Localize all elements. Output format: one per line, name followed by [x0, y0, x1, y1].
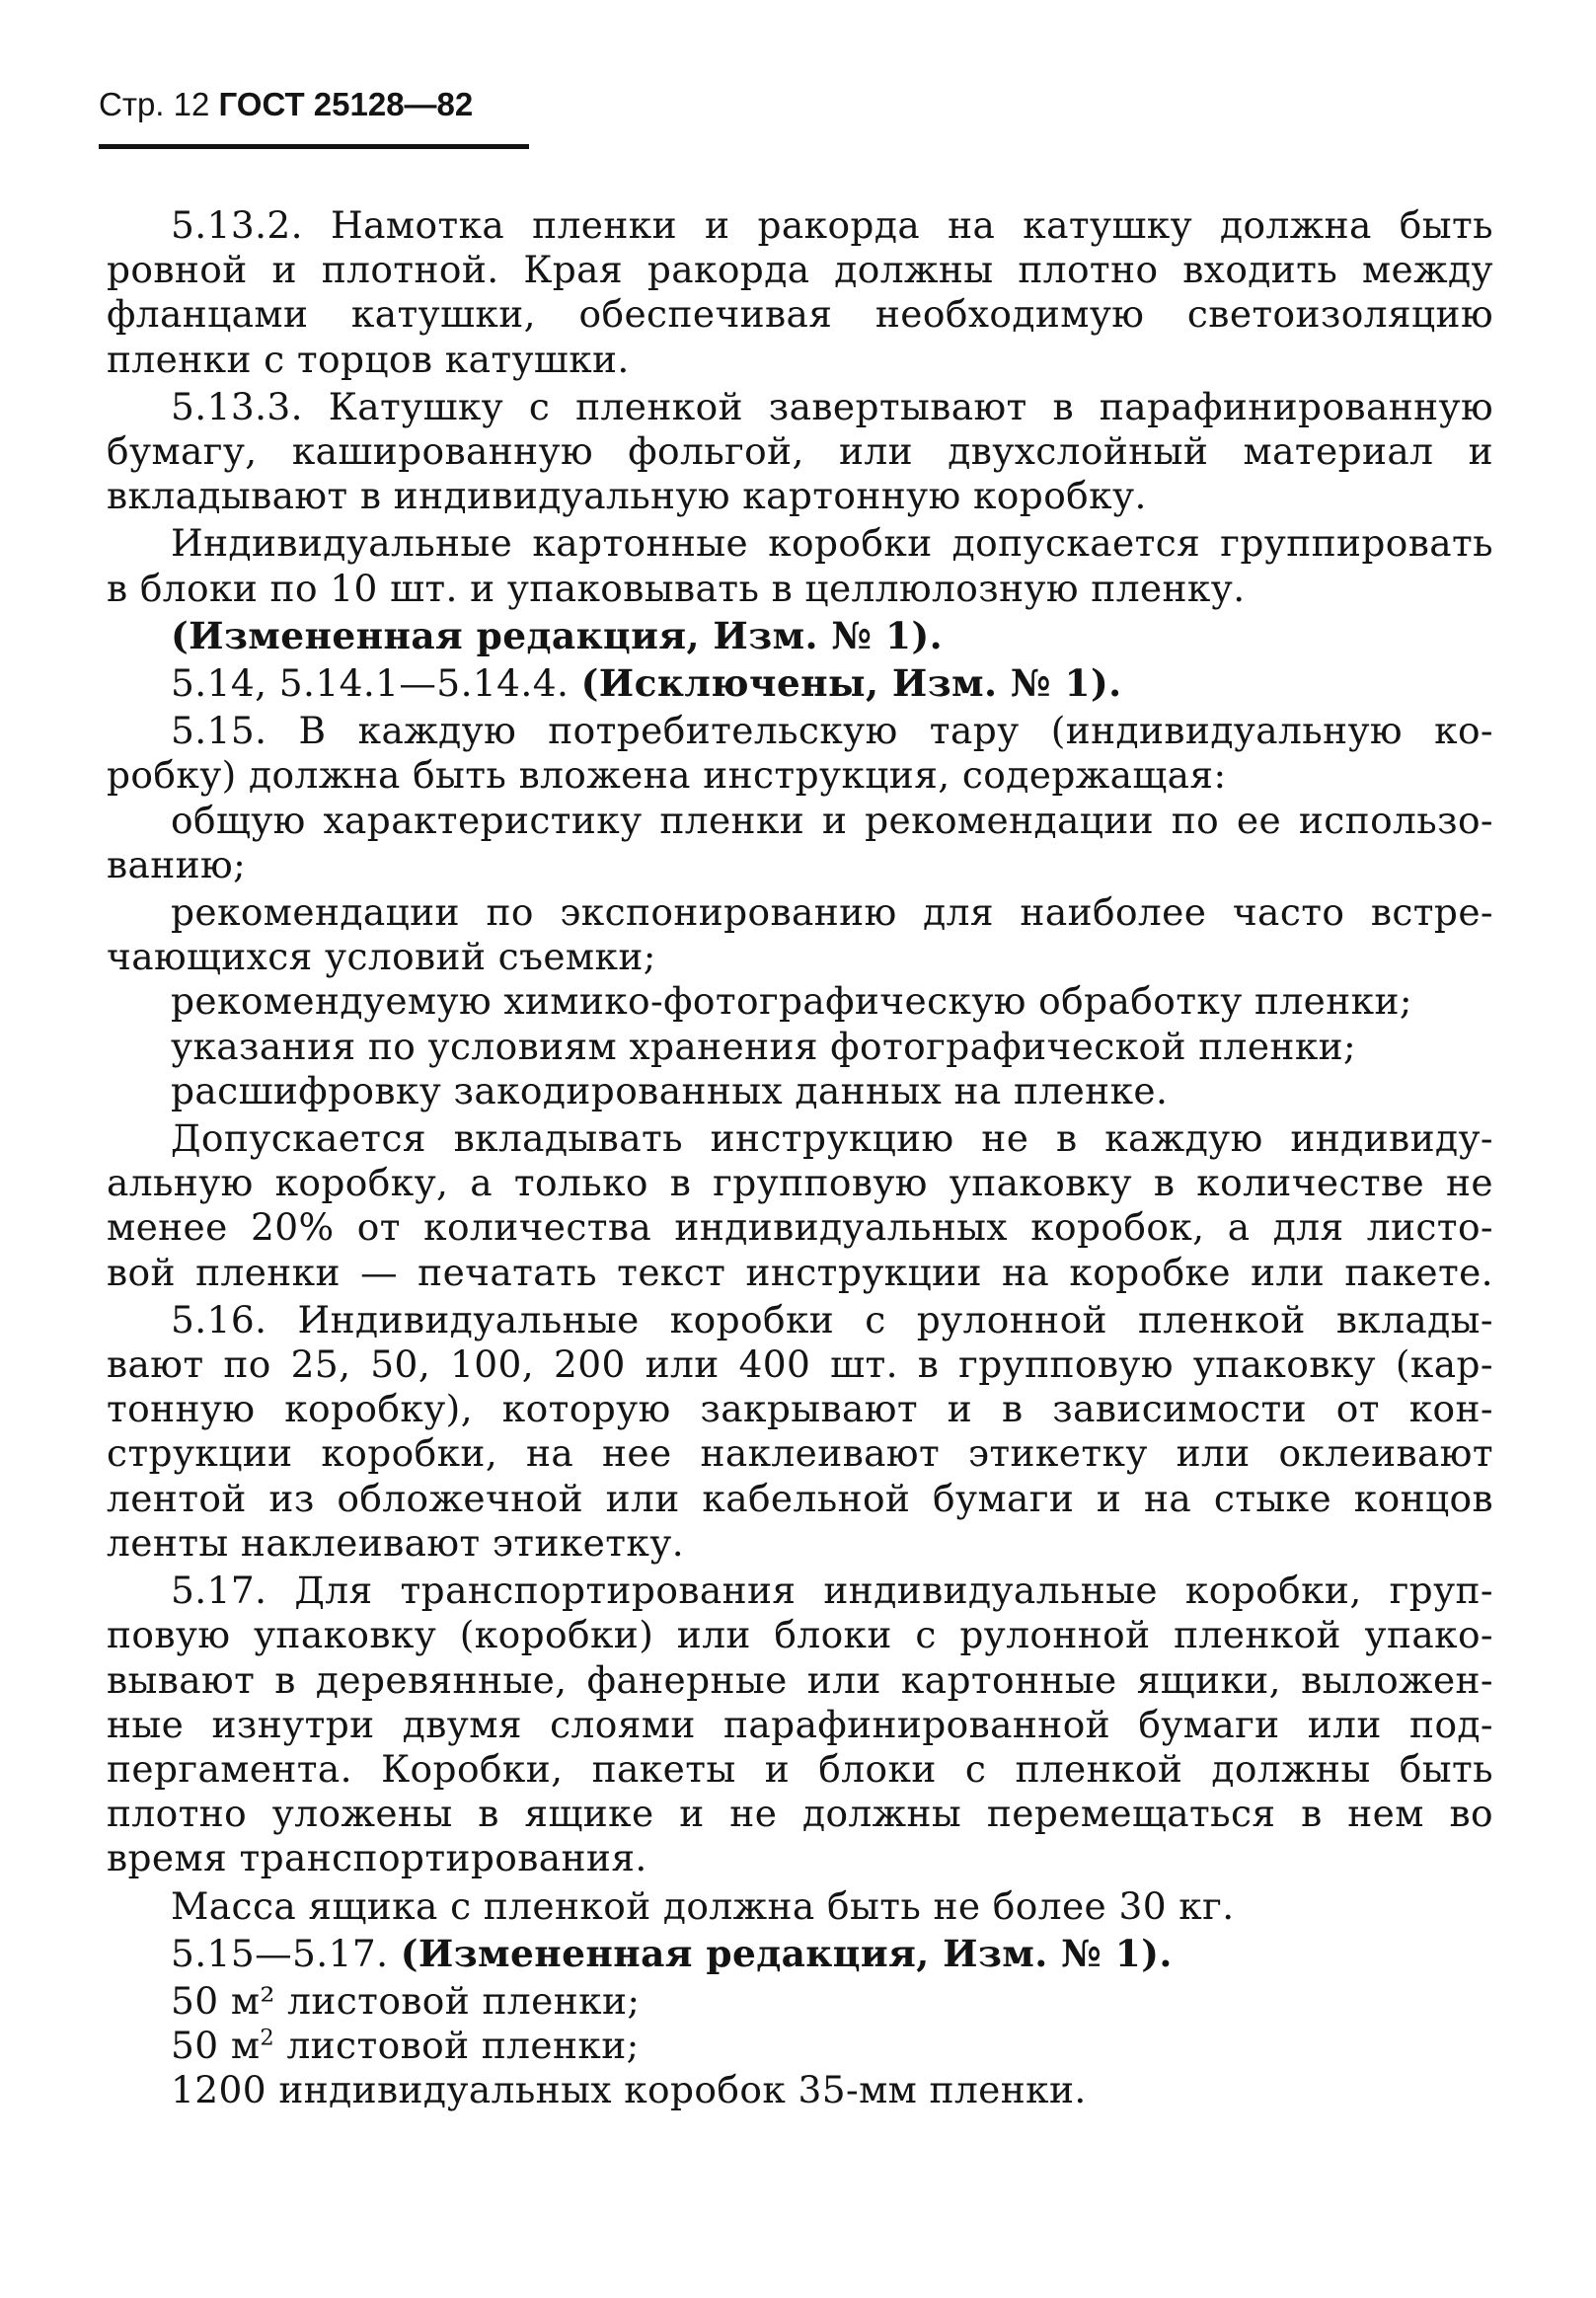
text-line: 5.13.3. Катушку с пленкой завертывают в парафинированную — [171, 384, 1493, 428]
text-line: ванию; — [107, 842, 247, 886]
list-item — [107, 799, 1493, 887]
text-line: лентой из обложечной или кабельной бумаги и на стыке концов — [107, 1476, 1493, 1520]
text-line — [107, 661, 1493, 706]
quantity-item — [107, 2068, 1493, 2112]
paragraph-instructions-allowed — [107, 1116, 1493, 1295]
text-line: указания по условиям хранения фотографической пленки; — [171, 1024, 1357, 1068]
text-line: общую характеристику пленки и рекомендации по ее использо- — [171, 798, 1493, 842]
text-line: Масса ящика с пленкой должна быть не более 30 кг. — [171, 1883, 1235, 1928]
text-line: ные изнутри двумя слоями парафинированной бумаги или под- — [107, 1702, 1493, 1746]
clause-range: 5.15—5.17. — [171, 1931, 401, 1975]
paragraph-5-17 — [107, 1569, 1493, 1880]
text-line: пергамента. Коробки, пакеты и блоки с пленкой должны быть — [107, 1746, 1493, 1791]
paragraph-5-15 — [107, 709, 1493, 798]
text-line: плотно уложены в ящике и не должны перемещаться в нем во — [107, 1792, 1493, 1836]
excluded-note: (Исключены, Изм. № 1). — [580, 661, 1122, 706]
text-line: 5.16. Индивидуальные коробки с рулонной пленкой вклады- — [171, 1297, 1493, 1341]
header-divider — [99, 144, 529, 149]
text-line: вой пленки — печатать текст инструкции на коробке или пакете. — [107, 1250, 1493, 1294]
paragraph-5-16 — [107, 1298, 1493, 1566]
text-line: 5.17. Для транспортирования индивидуальные коробки, груп- — [171, 1569, 1493, 1613]
text-line: ровной и плотной. Края ракорда должны плотно входить между — [107, 248, 1493, 292]
text-line: расшифровку закодированных данных на пленке. — [171, 1068, 1169, 1112]
amendment-text: (Измененная редакция, Изм. № 1). — [400, 1931, 1173, 1975]
text-line: Индивидуальные картонные коробки допускается группировать — [171, 521, 1493, 566]
text-line: повую упаковку (коробки) или блоки с рулонной пленкой упако- — [107, 1613, 1493, 1657]
page-header — [99, 85, 473, 124]
amendment-note-5-15-5-17 — [107, 1932, 1493, 1976]
list-item — [107, 1069, 1493, 1113]
quantity-suffix: листовой пленки; — [274, 2024, 640, 2068]
text-line: вкладывают в индивидуальную картонную коробку. — [107, 474, 1147, 518]
text-line: чающихся условий съемки; — [107, 935, 656, 979]
list-item — [107, 890, 1493, 979]
text-line: в блоки по 10 шт. и упаковывать в целлюлозную пленку. — [107, 566, 1246, 610]
text-line: вывают в деревянные, фанерные или картонные ящики, выложен- — [107, 1657, 1493, 1702]
text-line — [107, 2024, 1493, 2068]
quantity-item — [107, 2024, 1493, 2068]
text-line: вают по 25, 50, 100, 200 или 400 шт. в групповую упаковку (кар- — [107, 1342, 1493, 1387]
text-line: рекомендуемую химико-фотографическую обработку пленки; — [171, 979, 1412, 1024]
text-line: тонную коробку), которую закрывают и в зависимости от кон- — [107, 1387, 1493, 1431]
text-line: время транспортирования. — [107, 1836, 647, 1880]
list-item — [107, 1025, 1493, 1069]
superscript: 2 — [260, 2025, 275, 2051]
text-line: струкции коробки, на нее наклеивают этикетку или оклеивают — [107, 1431, 1493, 1476]
document-body — [107, 203, 1493, 2113]
text-line: фланцами катушки, обеспечивая необходимую светоизоляцию — [107, 292, 1493, 337]
text-line: рекомендации по экспонированию для наиболее часто встре- — [171, 890, 1493, 935]
paragraph-grouping — [107, 521, 1493, 610]
paragraph-5-13-3 — [107, 385, 1493, 519]
paragraph-5-13-2 — [107, 203, 1493, 382]
text-line: Допускается вкладывать инструкцию не в каждую индивиду- — [171, 1116, 1493, 1161]
amendment-note — [107, 614, 1493, 658]
list-item — [107, 979, 1493, 1024]
paragraph-5-14 — [107, 661, 1493, 706]
amendment-text: (Измененная редакция, Изм. № 1). — [171, 613, 944, 657]
page-number-label: Стр. 12 — [99, 86, 210, 122]
text-line — [107, 1932, 1493, 1976]
quantity-prefix: 50 м — [171, 2024, 261, 2068]
paragraph-5-18 — [107, 1979, 1493, 2024]
paragraph-mass — [107, 1884, 1493, 1929]
text-line: 5.15. В каждую потребительскую тару (индивидуальную ко- — [171, 709, 1493, 753]
standard-number: ГОСТ 25128—82 — [218, 86, 474, 122]
text-line: 5.13.2. Намотка пленки и ракорда на катушку должна быть — [171, 203, 1493, 247]
text-line: менее 20% от количества индивидуальных коробок, а для листо- — [107, 1205, 1493, 1250]
text-line: робку) должна быть вложена инструкция, содержащая: — [107, 753, 1227, 798]
text-line: 50 м² листовой пленки; — [171, 1978, 641, 2023]
text-line: ленты наклеивают этикетку. — [107, 1520, 685, 1565]
text-line: 1200 индивидуальных коробок 35-мм пленки. — [171, 2068, 1087, 2112]
text-line: бумагу, кашированную фольгой, или двухслойный материал и — [107, 429, 1493, 474]
text-line: альную коробку, а только в групповую упаковку в количестве не — [107, 1161, 1493, 1205]
clause-numbers: 5.14, 5.14.1—5.14.4. — [171, 661, 581, 706]
text-line: пленки с торцов катушки. — [107, 337, 630, 381]
